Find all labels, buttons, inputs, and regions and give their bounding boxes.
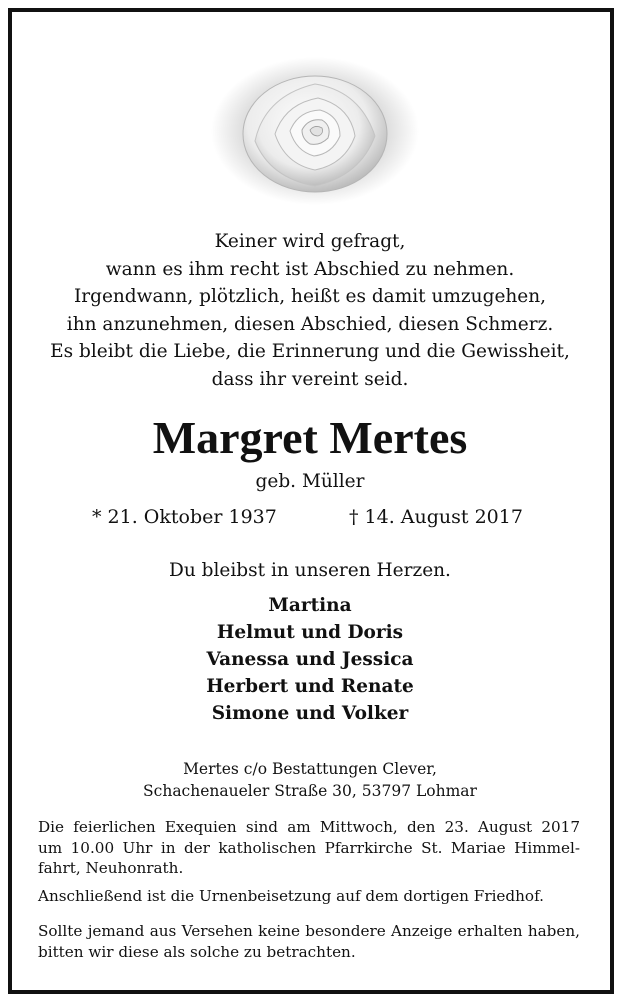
family-member: Martina — [268, 595, 352, 616]
birth-name: geb. Müller — [255, 471, 365, 492]
family-member: Simone und Volker — [211, 703, 409, 724]
poem — [0, 228, 620, 393]
poem-line: wann es ihm recht ist Abschied zu nehmen. — [105, 258, 515, 280]
poem-line: ihn anzunehmen, diesen Abschied, diesen Schmerz. — [66, 313, 554, 335]
deceased-name: Margret Mertes — [152, 412, 468, 463]
farewell-line: Du bleibst in unseren Herzen. — [169, 560, 451, 581]
address-line: Schachenaueler Straße 30, 53797 Lohmar — [143, 782, 477, 800]
service-info-line: fahrt, Neuhonrath. — [38, 859, 184, 877]
burial-info-line: Anschließend ist die Urnenbeisetzung auf dem dortigen Friedhof. — [38, 887, 544, 905]
service-info — [38, 817, 580, 879]
notice-remark — [38, 921, 580, 962]
family-list — [0, 592, 620, 727]
family-member: Herbert und Renate — [206, 676, 414, 697]
burial-info — [38, 886, 580, 907]
birth-date: * 21. Oktober 1937 — [92, 506, 277, 528]
contact-address — [0, 758, 620, 802]
family-member: Helmut und Doris — [216, 622, 404, 643]
address-line: Mertes c/o Bestattungen Clever, — [183, 760, 437, 778]
notice-remark-line: bitten wir diese als solche zu betrachten. — [38, 942, 356, 961]
service-info-line: um 10.00 Uhr in der katholischen Pfarrkirche St. Mariae Himmel- — [38, 838, 580, 857]
death-date: † 14. August 2017 — [349, 506, 523, 528]
family-member: Vanessa und Jessica — [206, 649, 414, 670]
service-info-line: Die feierlichen Exequien sind am Mittwoch, den 23. August 2017 — [38, 818, 580, 836]
poem-line: Es bleibt die Liebe, die Erinnerung und die Gewissheit, — [50, 341, 570, 362]
poem-line: Keiner wird gefragt, — [214, 231, 406, 252]
poem-line: dass ihr vereint seid. — [211, 368, 409, 390]
poem-line: Irgendwann, plötzlich, heißt es damit umzugehen, — [73, 286, 547, 307]
rose-image — [210, 56, 420, 206]
notice-remark-line: Sollte jemand aus Versehen keine besondere Anzeige erhalten haben, — [38, 922, 580, 940]
